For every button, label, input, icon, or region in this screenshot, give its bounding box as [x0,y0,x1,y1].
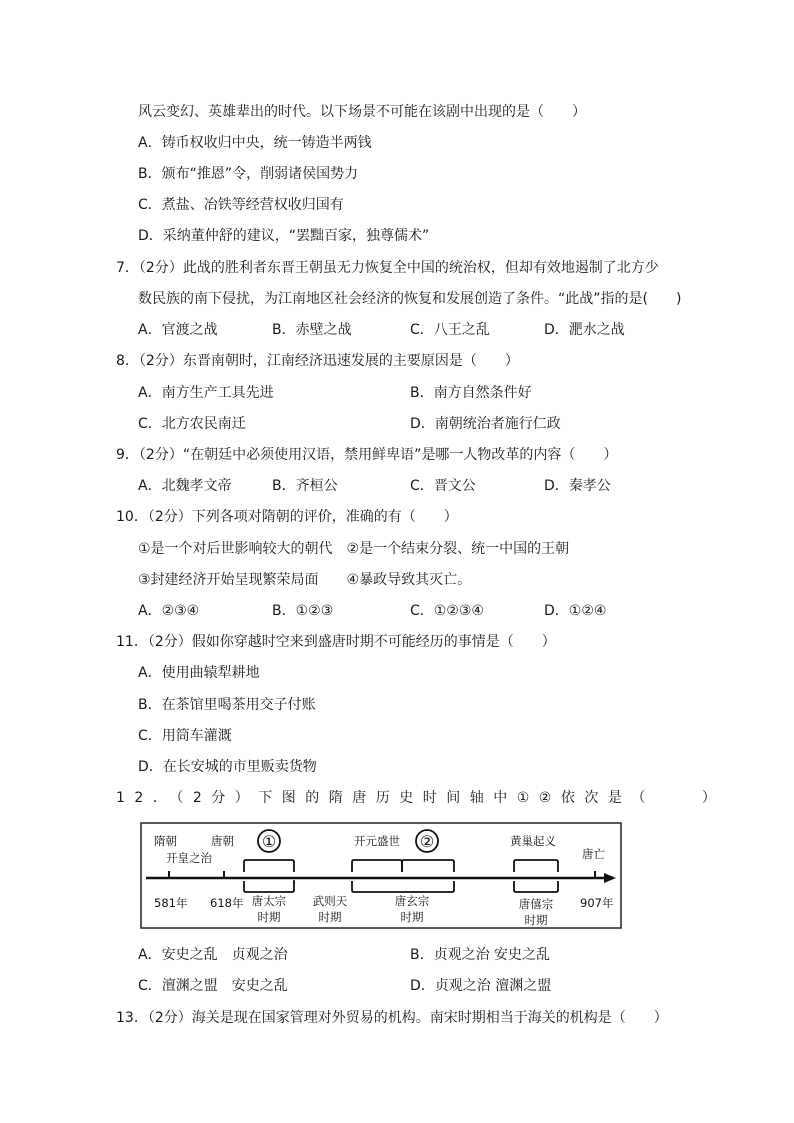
q11-option-d: D．在长安城的市里贩卖货物 [138,759,317,775]
q10-stem: 10．（2分）下列各项对隋朝的评价，准确的有（ ） [116,509,458,525]
q8-stem: 8．（2分）东晋南朝时，江南经济迅速发展的主要原因是（ ） [116,353,519,369]
bracket-xuanzong [352,881,454,892]
year-907: 907年 [580,896,614,910]
q10-option-b: B．①②③ [272,603,334,619]
label-xuanzong-period: 时期 [400,910,424,924]
label-taizong: 唐太宗 [251,894,287,908]
q9-option-d: D．秦孝公 [544,478,611,494]
q8-option-a: A．南方生产工具先进 [138,385,274,401]
year-618: 618年 [210,896,244,910]
label-tang: 唐朝 [211,834,234,848]
q7-stem-line1: 7．（2分）此战的胜利者东晋王朝虽无力恢复全中国的统治权，但却有效地遏制了北方少 [116,260,659,276]
q11-option-c: C．用筒车灌溉 [138,728,232,744]
bracket-xizong [514,881,558,892]
year-581: 581年 [154,896,188,910]
q8-option-b: B．南方自然条件好 [410,385,532,401]
q11-option-a: A．使用曲辕犁耕地 [138,665,260,681]
label-wuzetian: 武则天 [312,894,348,908]
label-kaihuang: 开皇之治 [166,851,212,865]
q11-stem: 11．（2分）假如你穿越时空来到盛唐时期不可能经历的事情是（ ） [116,634,556,650]
q8-option-c: C．北方农民南迁 [138,416,246,432]
q7-option-b: B．赤壁之战 [272,322,352,338]
q7-option-d: D．淝水之战 [544,322,625,338]
label-xizong: 唐僖宗 [518,897,554,911]
q10-option-c: C．①②③④ [410,603,484,619]
q10-statement-2: ③封建经济开始呈现繁荣局面 ④暴政导致其灭亡。 [138,572,472,588]
q10-option-a: A．②③④ [138,603,200,619]
q10-statement-1: ①是一个对后世影响较大的朝代 ②是一个结束分裂、统一中国的王朝 [138,541,570,557]
label-wuzetian-period: 时期 [318,910,342,924]
q7-option-c: C．八王之乱 [410,322,490,338]
q6-option-a: A．铸币权收归中央，统一铸造半两钱 [138,135,372,151]
q9-stem: 9．（2分）“在朝廷中必须使用汉语，禁用鲜卑语”是哪一人物改革的内容（ ） [116,447,618,463]
label-huangchao: 黄巢起义 [510,834,556,848]
q13-stem: 13．（2分）海关是现在国家管理对外贸易的机构。南宋时期相当于海关的机构是（ ） [116,1010,668,1026]
label-xuanzong: 唐玄宗 [394,894,430,908]
circle-label-2: ② [419,832,435,851]
q12-option-a: A．安史之乱 贞观之治 [138,947,288,963]
q6-option-c: C．煮盐、冶铁等经营权收归国有 [138,197,344,213]
q9-option-a: A．北魏孝文帝 [138,478,232,494]
q9-option-c: C．晋文公 [410,478,476,494]
bracket-circle1 [244,860,294,872]
bracket-taizong [244,881,294,892]
q12-stem: 12．（2分）下图的隋唐历史时间轴中①②依次是（ ） [116,790,726,806]
label-kaiyuan: 开元盛世 [354,834,400,848]
q8-option-d: D．南朝统治者施行仁政 [410,416,561,432]
q7-option-a: A．官渡之战 [138,322,218,338]
q7-stem-line2: 数民族的南下侵扰，为江南地区社会经济的恢复和发展创造了条件。“此战”指的是( ) [138,291,682,307]
bracket-huangchao [514,860,558,872]
q6-option-b: B．颁布“推恩”令，削弱诸侯国势力 [138,166,359,182]
bracket-kaiyuan [352,860,402,872]
circle-label-1: ① [261,832,277,851]
q6-intro-line: 风云变幻、英雄辈出的时代。以下场景不可能在该剧中出现的是（ ） [138,104,586,120]
q12-option-c: C．澶渊之盟 安史之乱 [138,978,288,994]
timeline-arrow-head [604,873,616,883]
sui-tang-timeline-figure [140,822,622,929]
q10-option-d: D．①②④ [544,603,607,619]
q12-option-b: B．贞观之治 安史之乱 [410,947,551,963]
q12-option-d: D．贞观之治 澶渊之盟 [410,978,552,994]
label-sui: 隋朝 [154,834,177,848]
q9-option-b: B．齐桓公 [272,478,338,494]
q11-option-b: B．在茶馆里喝茶用交子付账 [138,697,316,713]
label-xizong-period: 时期 [524,913,548,927]
bracket-circle2 [402,860,454,872]
q6-option-d: D．采纳董仲舒的建议，“罢黜百家，独尊儒术” [138,228,430,244]
label-taizong-period: 时期 [257,910,281,924]
label-tangwang: 唐亡 [582,847,605,861]
